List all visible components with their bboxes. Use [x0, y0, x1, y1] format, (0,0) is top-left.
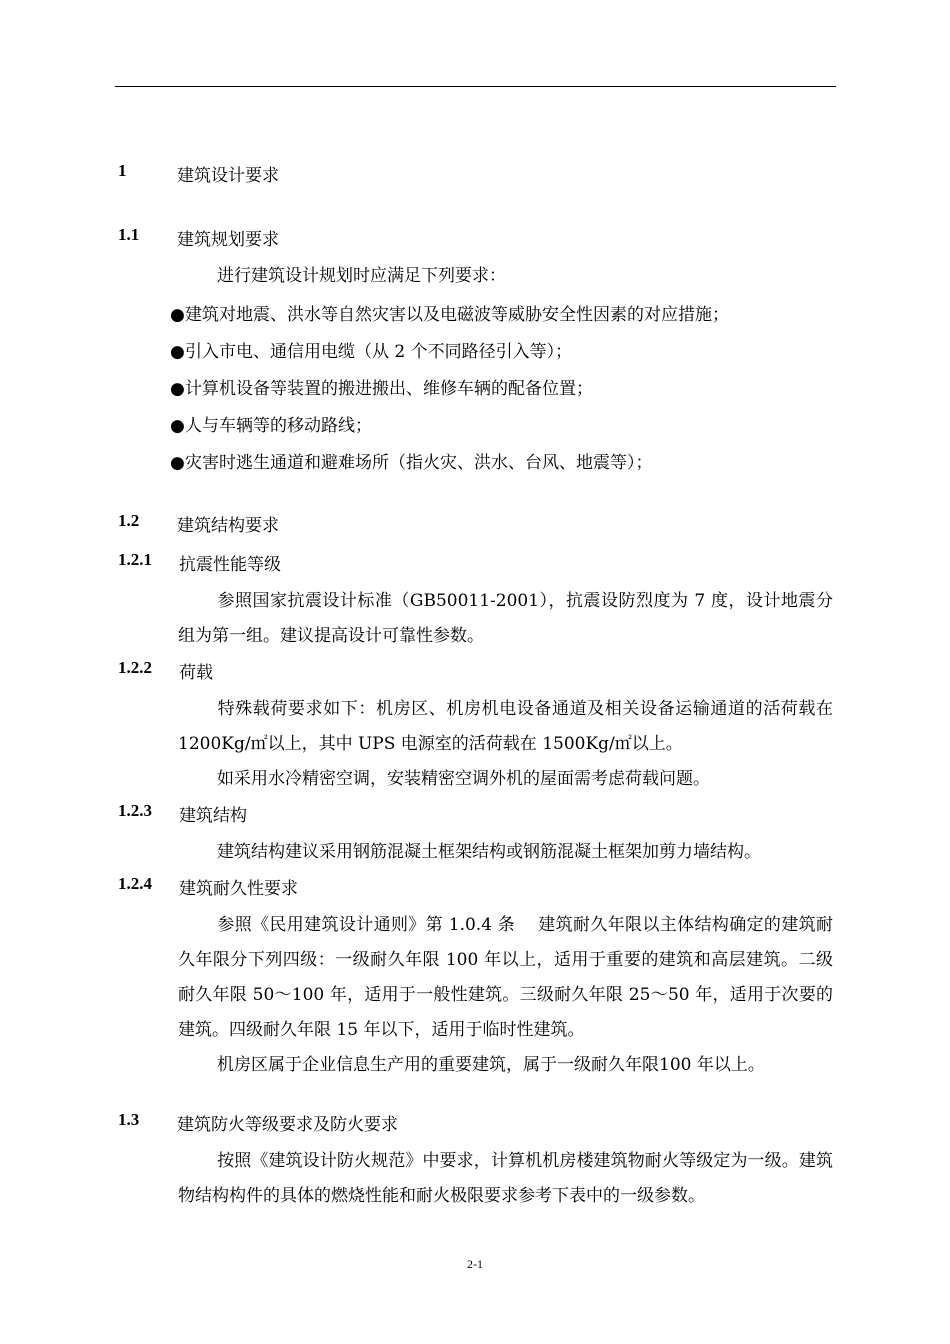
paragraph-text: 参照国家抗震设计标准（GB50011-2001），抗震设防烈度为 7 度，设计地震分组为第一组。建议提高设计可靠性参数。 — [178, 591, 833, 646]
paragraph-text: 特殊载荷要求如下：机房区、机房机电设备通道及相关设备运输通道的活荷载在 1200Kg/㎡以上，其中 UPS 电源室的活荷载在 1500Kg/㎡以上。 — [178, 699, 833, 754]
bullet-icon: ● — [170, 416, 185, 436]
heading-title: 建筑耐久性要求 — [179, 879, 298, 899]
heading-number: 1.1 — [118, 225, 140, 244]
list-item — [170, 374, 593, 399]
heading-1-1 — [118, 225, 279, 250]
list-item — [170, 337, 572, 362]
paragraph-1-2-2-b — [178, 762, 833, 797]
list-item-text: 引入市电、通信用电缆（从 2 个不同路径引入等）； — [185, 342, 573, 362]
paragraph-1-2-4-a — [178, 908, 833, 1048]
list-item-text: 建筑对地震、洪水等自然灾害以及电磁波等威胁安全性因素的对应措施； — [185, 305, 729, 325]
paragraph-text: 建筑结构建议采用钢筋混凝土框架结构或钢筋混凝土框架加剪力墙结构。 — [217, 842, 761, 862]
page-number: 2-1 — [467, 1257, 483, 1271]
paragraph-text: 机房区属于企业信息生产用的重要建筑，属于一级耐久年限100 年以上。 — [217, 1055, 765, 1075]
paragraph-1-2-2-a — [178, 692, 833, 762]
paragraph-1-2-1 — [178, 584, 833, 654]
header-rule — [115, 86, 836, 87]
bullet-icon: ● — [170, 305, 185, 325]
list-item-text: 计算机设备等装置的搬进搬出、维修车辆的配备位置； — [185, 379, 593, 399]
heading-number: 1 — [118, 161, 127, 180]
heading-1-2-1 — [118, 550, 281, 575]
heading-title: 建筑防火等级要求及防火要求 — [177, 1115, 398, 1135]
heading-number: 1.2.2 — [118, 658, 152, 677]
paragraph-1-1-intro — [178, 259, 833, 294]
heading-title: 建筑结构 — [179, 806, 247, 826]
heading-title: 荷载 — [179, 663, 213, 683]
bullet-icon: ● — [170, 342, 185, 362]
bullet-icon: ● — [170, 453, 185, 473]
heading-1-2-2 — [118, 658, 213, 683]
heading-1-2-4 — [118, 874, 298, 899]
heading-1-2 — [118, 511, 279, 536]
heading-title: 建筑结构要求 — [177, 516, 279, 536]
list-item-text: 人与车辆等的移动路线； — [185, 416, 372, 436]
heading-1-3 — [118, 1110, 398, 1135]
paragraph-text: 进行建筑设计规划时应满足下列要求： — [217, 266, 506, 286]
heading-number: 1.2.1 — [118, 550, 152, 569]
paragraph-1-2-4-b — [178, 1048, 833, 1083]
heading-title: 建筑设计要求 — [177, 166, 279, 186]
paragraph-text: 如采用水冷精密空调，安装精密空调外机的屋面需考虑荷载问题。 — [217, 769, 710, 789]
heading-title: 抗震性能等级 — [179, 555, 281, 575]
paragraph-text: 按照《建筑设计防火规范》中要求，计算机机房楼建筑物耐火等级定为一级。建筑物结构构件的具体的燃烧性能和耐火极限要求参考下表中的一级参数。 — [178, 1151, 833, 1206]
paragraph-1-3 — [178, 1144, 833, 1214]
bullet-icon: ● — [170, 379, 185, 399]
heading-title: 建筑规划要求 — [177, 230, 279, 250]
heading-number: 1.2 — [118, 511, 140, 530]
heading-number: 1.2.4 — [118, 874, 152, 893]
list-item — [170, 411, 372, 436]
heading-number: 1.2.3 — [118, 801, 152, 820]
heading-number: 1.3 — [118, 1110, 140, 1129]
list-item — [170, 448, 653, 473]
paragraph-1-2-3 — [178, 835, 833, 870]
list-item — [170, 300, 729, 325]
paragraph-text: 参照《民用建筑设计通则》第 1.0.4 条 建筑耐久年限以主体结构确定的建筑耐久年限分下列四级：一级耐久年限 100 年以上，适用于重要的建筑和高层建筑。二级耐久年限 50～100 年，适用于一般性建筑。三级耐久年限 25～50 年，适用于次要的建筑。四级耐久年限 15 年以下，适用于临时性建筑。 — [178, 915, 833, 1040]
heading-1-2-3 — [118, 801, 247, 826]
list-item-text: 灾害时逃生通道和避难场所（指火灾、洪水、台风、地震等）； — [185, 453, 653, 473]
heading-1 — [118, 161, 279, 186]
